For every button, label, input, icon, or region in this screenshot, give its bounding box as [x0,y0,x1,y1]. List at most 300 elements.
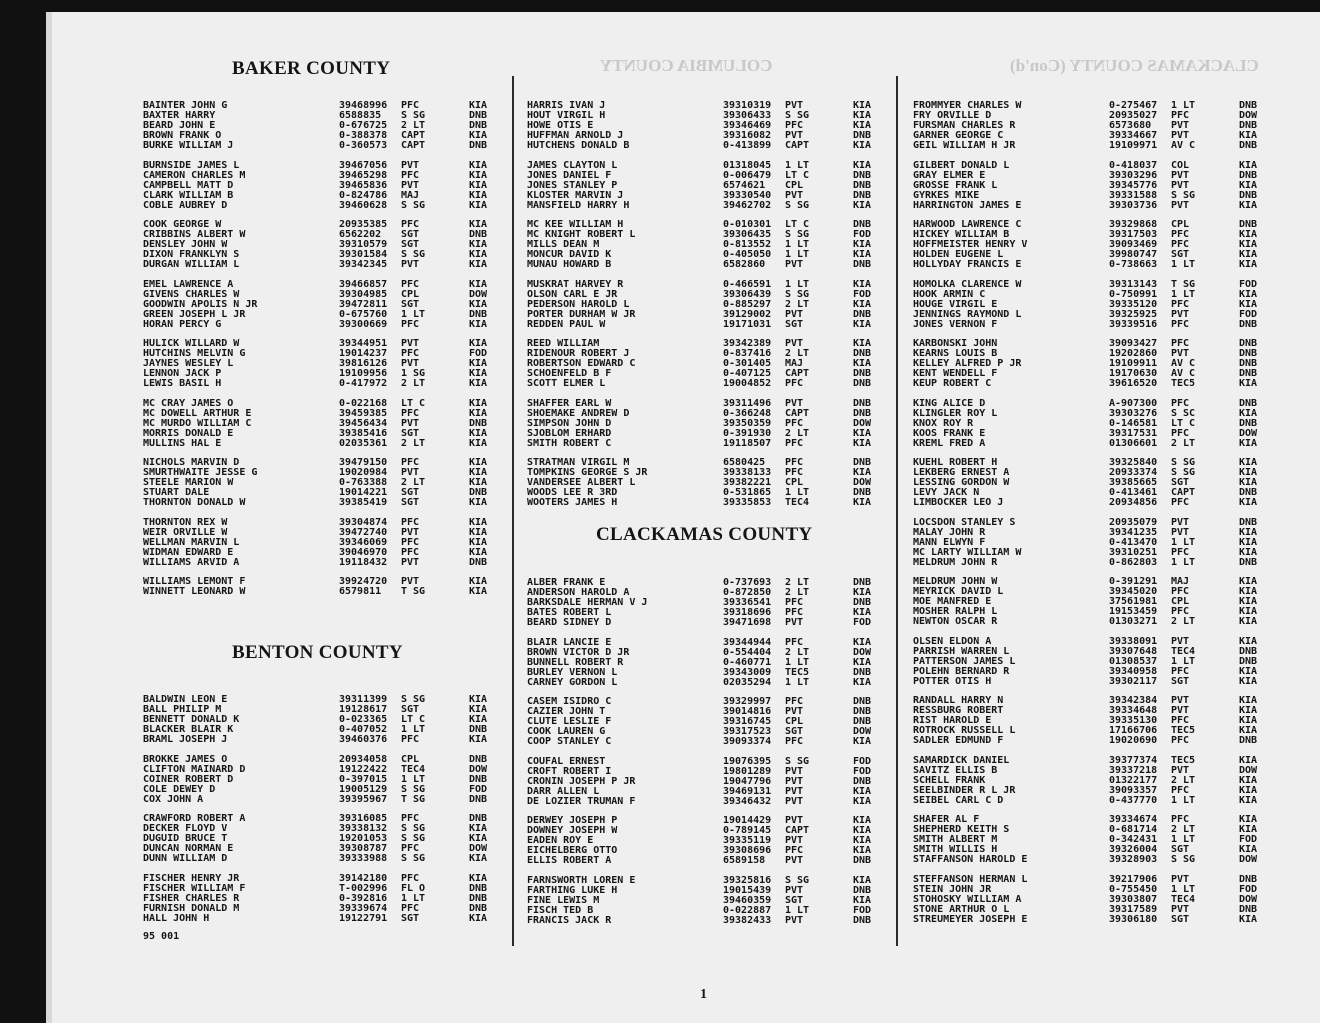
entry-serial: 6580425 [723,457,766,468]
column-rule-1 [512,76,514,946]
entry-name: ANDERSON HAROLD A [527,587,630,598]
entry-status: FOD [853,617,872,628]
entry-serial: 39342384 [1109,695,1158,706]
entry-rank: PFC [785,457,804,468]
entry-status: DOW [1239,427,1258,439]
entry-status: KIA [853,140,872,151]
entry-rank: 1 LT [785,904,810,916]
entry-status: KIA [1239,606,1258,617]
entry-rank: 1 LT [1171,834,1196,845]
entry-status: KIA [469,833,488,844]
entry-name: HUTCHENS DONALD B [527,140,630,151]
entry-name: FISHER CHARLES R [143,892,240,904]
entry-serial: 20935385 [339,219,388,230]
entry-name: MC LARTY WILLIAM W [913,546,1022,558]
entry-rank: SGT [1171,675,1190,687]
entry-name: GILBERT DONALD L [913,159,1010,171]
entry-rank: PFC [785,607,804,618]
entry-rank: PVT [401,179,420,191]
entry-status: KIA [853,845,872,856]
entry-name: SHOEMAKE ANDREW D [527,407,630,419]
entry-status: KIA [469,239,488,250]
entry-rank: PFC [401,813,420,824]
entry-serial: 39462702 [723,199,772,211]
entry-serial: 19201053 [339,833,388,844]
entry-name: RIST HAROLD E [913,715,992,726]
entry-name: KENT WENDELL F [913,368,998,379]
entry-serial: 39340958 [1109,665,1158,677]
entry-status: KIA [469,586,488,597]
entry-rank: SGT [401,497,420,508]
entry-serial: 02035294 [723,676,772,688]
entry-status: DNB [1239,318,1258,330]
entry-status: KIA [853,159,872,171]
entry-rank: PVT [785,765,804,777]
entry-rank: SGT [401,298,420,310]
entry-name: KING ALICE D [913,397,986,409]
entry-status: KIA [853,874,872,886]
entry-status: KIA [469,407,488,419]
entry-status: KIA [469,130,488,141]
entry-serial: 39310319 [723,100,772,111]
entry-rank: PFC [401,457,420,468]
entry-status: KIA [1239,288,1258,300]
entry-status: KIA [1239,695,1258,706]
entry-serial: 39217906 [1109,873,1158,885]
entry-rank: PVT [1171,526,1190,538]
entry-status: KIA [1239,824,1258,835]
entry-status: KIA [853,785,872,797]
entry-serial: 39318696 [723,607,772,618]
entry-serial: 39346432 [723,795,772,807]
entry-name: HOWE OTIS E [527,120,594,131]
entry-status: DNB [469,308,488,320]
entry-status: KIA [469,823,488,834]
entry-name: STRATMAN VIRGIL M [527,457,630,468]
entry-name: HOUGE VIRGIL E [913,298,998,310]
entry-status: KIA [469,397,488,409]
entry-serial: 39317589 [1109,903,1158,915]
entry-status: KIA [469,516,488,528]
entry-name: BROWN FRANK O [143,130,222,141]
entry-serial: 39980747 [1109,249,1158,260]
entry-rank: CPL [785,716,804,727]
entry-rank: PVT [1171,308,1190,320]
entry-name: WOOTERS JAMES H [527,497,618,508]
entry-name: GARNER GEORGE C [913,130,1004,141]
entry-status: DOW [469,843,488,854]
entry-status: KIA [853,835,872,846]
entry-serial: 39341235 [1109,526,1158,538]
entry-rank: MAJ [401,189,420,201]
entry-name: THORNTON DONALD W [143,497,246,508]
entry-status: KIA [853,656,872,668]
entry-rank: PFC [1171,239,1190,250]
entry-name: GEIL WILLIAM H JR [913,140,1016,151]
entry-status: DNB [853,696,872,707]
entry-status: DNB [853,487,872,498]
entry-serial: 39325925 [1109,308,1158,320]
entry-name: LEVY JACK N [913,487,980,498]
entry-status: KIA [469,278,488,290]
entry-serial: 39316082 [723,130,772,141]
entry-status: DOW [1239,893,1258,905]
entry-name: KELLEY ALFRED P JR [913,358,1022,369]
entry-serial: 6573680 [1109,120,1152,131]
entry-serial: 19020984 [339,467,388,478]
entry-name: LIMBOCKER LEO J [913,497,1004,508]
entry-serial: 39334648 [1109,705,1158,716]
entry-status: DNB [1239,903,1258,915]
entry-name: HOUT VIRGIL H [527,110,606,121]
entry-serial: 39338132 [339,823,388,834]
entry-rank: S SG [401,823,426,834]
entry-serial: 39303736 [1109,199,1158,211]
scan-border-left [0,0,46,1023]
entry-rank: S SG [785,755,810,767]
entry-serial: 19014237 [339,348,388,359]
entry-serial: 39316085 [339,813,388,824]
entry-name: COOP STANLEY C [527,736,612,747]
entry-name: REED WILLIAM [527,338,600,349]
entry-name: WILLIAMS ARVID A [143,556,240,568]
entry-status: KIA [853,467,872,478]
entry-status: DNB [469,556,488,568]
entry-rank: PVT [1171,635,1190,647]
entry-rank: PVT [785,795,804,807]
entry-status: FOD [469,783,488,795]
entry-rank: 1 LT [785,239,810,250]
entry-status: DNB [469,882,488,894]
entry-name: SEELBINDER R L JR [913,784,1016,796]
entry-name: BARKSDALE HERMAN V J [527,597,648,608]
entry-status: KIA [1239,675,1258,687]
entry-rank: PFC [785,597,804,608]
entry-status: KIA [853,427,872,439]
entry-status: KIA [1239,774,1258,786]
entry-name: MANN ELWYN F [913,536,986,548]
entry-status: KIA [853,318,872,330]
entry-serial: 39325840 [1109,457,1158,468]
entry-status: DNB [1239,487,1258,498]
entry-rank: PVT [1171,903,1190,915]
entry-serial: 0-392816 [339,892,388,904]
entry-serial: 0-554404 [723,646,772,658]
entry-status: KIA [1239,407,1258,419]
entry-name: FARTHING LUKE H [527,884,618,896]
entry-name: FROMMYER CHARLES W [913,100,1022,111]
entry-name: MANSFIELD HARRY H [527,199,630,211]
entry-name: CLIFTON MAINARD D [143,763,246,775]
entry-name: KREML FRED A [913,437,986,449]
entry-rank: PVT [1171,120,1190,131]
entry-rank: 2 LT [401,120,426,131]
entry-rank: PFC [785,845,804,856]
entry-name: COOK GEORGE W [143,219,222,230]
entry-serial: 39307648 [1109,645,1158,657]
entry-serial: 0-750991 [1109,288,1158,300]
entry-rank: T SG [1171,278,1196,290]
entry-name: BROKKE JAMES O [143,753,228,765]
entry-serial: 19109911 [1109,358,1158,369]
entry-rank: S SG [785,229,810,240]
entry-status: KIA [469,298,488,310]
entry-serial: 19109971 [1109,140,1158,151]
entry-status: KIA [1239,705,1258,716]
entry-name: DIXON FRANKLYN S [143,249,240,260]
entry-serial: 39093469 [1109,239,1158,250]
entry-status: KIA [1239,665,1258,677]
entry-name: TOMPKINS GEORGE S JR [527,467,648,478]
entry-name: WIDMAN EDWARD E [143,546,234,558]
entry-status: KIA [469,437,488,449]
entry-serial: 0-417972 [339,378,388,389]
entry-serial: 39471698 [723,617,772,628]
entry-name: SAVITZ ELLIS B [913,764,998,776]
entry-rank: PVT [785,914,804,926]
entry-serial: 39337218 [1109,764,1158,776]
entry-status: KIA [469,853,488,864]
entry-rank: TEC4 [1171,893,1196,905]
entry-serial: 0-407125 [723,368,772,379]
entry-rank: 2 LT [785,348,810,359]
entry-serial: 39335120 [1109,298,1158,310]
entry-serial: 39334674 [1109,814,1158,825]
entry-status: KIA [1239,784,1258,796]
entry-rank: SGT [1171,249,1190,260]
entry-status: KIA [853,676,872,688]
entry-status: DNB [853,914,872,926]
entry-status: DNB [853,775,872,787]
entry-serial: 39382221 [723,477,772,488]
entry-name: CRAWFORD ROBERT A [143,813,246,824]
entry-rank: PFC [401,407,420,419]
entry-status: KIA [853,437,872,449]
entry-serial: 02035361 [339,437,388,449]
entry-name: BAINTER JOHN G [143,100,228,111]
entry-status: KIA [469,189,488,201]
bleed-through-heading-columbia: COLUMBIA COUNTY [600,56,773,75]
entry-status: DNB [469,417,488,429]
entry-rank: 1 LT [785,249,810,260]
entry-status: DNB [469,110,488,121]
entry-name: LEKBERG ERNEST A [913,467,1010,478]
entry-rank: SGT [401,704,420,715]
entry-name: WINNETT LEONARD W [143,586,246,597]
entry-serial: 0-407052 [339,724,388,735]
entry-serial: 39339674 [339,902,388,914]
entry-rank: PVT [401,338,420,349]
entry-status: DNB [1239,397,1258,409]
entry-serial: 39093357 [1109,784,1158,796]
entry-serial: 20933374 [1109,467,1158,478]
entry-name: STAFFANSON HAROLD E [913,854,1028,865]
entry-status: KIA [469,378,488,389]
entry-status: DNB [469,229,488,240]
entry-name: MELDRUM JOHN R [913,556,998,568]
entry-serial: 39345020 [1109,586,1158,597]
entry-status: DNB [1239,516,1258,528]
entry-name: HALL JOHN H [143,912,210,924]
entry-serial: 39306433 [723,110,772,121]
entry-serial: 0-010301 [723,219,772,230]
entry-name: PEDERSON HAROLD L [527,298,630,310]
entry-status: DNB [1239,645,1258,657]
entry-serial: 0-885297 [723,298,772,310]
entry-status: DNB [853,597,872,608]
entry-name: MILLS DEAN M [527,239,600,250]
entry-name: MUSKRAT HARVEY R [527,278,624,290]
entry-status: KIA [1239,576,1258,587]
entry-status: KIA [469,338,488,349]
entry-name: SCHELL FRANK [913,774,986,786]
entry-status: DNB [1239,655,1258,667]
entry-serial: 0-397015 [339,773,388,785]
entry-serial: 19014221 [339,487,388,498]
entry-name: REDDEN PAUL W [527,318,606,330]
entry-rank: 1 LT [785,159,810,171]
entry-serial: 39472811 [339,298,388,310]
entry-status: KIA [469,199,488,211]
entry-rank: PFC [785,467,804,478]
entry-serial: 17166706 [1109,725,1158,736]
entry-name: OLSEN ELDON A [913,635,992,647]
entry-name: DUNCAN NORMAN E [143,843,234,854]
entry-rank: S SG [1171,457,1196,468]
page-edge-shadow [46,12,52,1023]
entry-status: DOW [469,763,488,775]
entry-name: MALAY JOHN R [913,526,986,538]
entry-serial: 39345776 [1109,179,1158,191]
entry-status: KIA [469,912,488,924]
entry-rank: S SG [785,288,810,300]
entry-rank: PVT [1171,169,1190,181]
entry-rank: PFC [401,169,420,181]
entry-name: CARNEY GORDON L [527,676,618,688]
entry-serial: 01303271 [1109,616,1158,627]
entry-rank: 2 LT [1171,616,1196,627]
entry-serial: 39469131 [723,785,772,797]
entry-serial: 39129002 [723,308,772,320]
entry-serial: 39456434 [339,417,388,429]
entry-rank: PFC [1171,427,1190,439]
entry-name: ELLIS ROBERT A [527,855,612,866]
entry-name: RANDALL HARRY N [913,695,1004,706]
entry-rank: PVT [785,397,804,409]
entry-name: MC MURDO WILLIAM C [143,417,252,429]
entry-status: DNB [1239,358,1258,369]
entry-status: DNB [469,724,488,735]
entry-serial: 19171031 [723,318,772,330]
entry-rank: PFC [401,318,420,330]
entry-name: BAXTER HARRY [143,110,216,121]
entry-serial: 39301584 [339,249,388,260]
entry-status: DNB [853,407,872,419]
entry-serial: 39395967 [339,793,388,805]
entry-serial: 39093427 [1109,338,1158,349]
entry-serial: 0-022168 [339,397,388,409]
entry-rank: PVT [1171,516,1190,528]
entry-rank: TEC4 [785,497,810,508]
entry-status: FOD [469,348,488,359]
entry-name: FISCH TED B [527,904,594,916]
entry-serial: 0-388378 [339,130,388,141]
entry-rank: CAPT [401,140,426,151]
entry-rank: 1 SG [401,368,426,379]
entry-serial: 39311399 [339,694,388,705]
entry-serial: A-907300 [1109,397,1158,409]
entry-serial: 6582860 [723,259,766,270]
entry-status: DNB [469,902,488,914]
entry-status: KIA [469,872,488,884]
entry-serial: 39335119 [723,835,772,846]
entry-name: CROFT ROBERT I [527,765,612,777]
entry-rank: SGT [401,427,420,439]
entry-serial: 39325816 [723,874,772,886]
entry-serial: 39616520 [1109,378,1158,389]
entry-rank: S SG [401,249,426,260]
entry-rank: PFC [401,100,420,111]
entry-status: DNB [1239,100,1258,111]
entry-name: EMEL LAWRENCE A [143,278,234,290]
entry-status: KIA [469,249,488,260]
entry-rank: SGT [785,894,804,906]
entry-name: DOWNEY JOSEPH W [527,825,618,836]
entry-status: DNB [469,793,488,805]
entry-serial: 39460376 [339,734,388,745]
entry-serial: 39335130 [1109,715,1158,726]
entry-serial: 0-413899 [723,140,772,151]
entry-rank: SGT [785,726,804,737]
entry-name: HOOK ARMIN C [913,288,986,300]
entry-serial: 39467056 [339,159,388,171]
entry-serial: 0-824786 [339,189,388,201]
entry-status: DNB [1239,189,1258,201]
entry-serial: 6562202 [339,229,382,240]
entry-serial: 0-737693 [723,577,772,588]
entry-serial: 20935027 [1109,110,1158,121]
entry-rank: CPL [401,753,420,765]
entry-status: DNB [469,120,488,131]
entry-name: COOK LAUREN G [527,726,606,737]
entry-status: KIA [469,477,488,488]
entry-rank: PFC [401,536,420,548]
entry-name: WEIR ORVILLE W [143,526,228,538]
entry-status: KIA [1239,259,1258,270]
entry-name: STEFFANSON HERMAN L [913,873,1028,885]
entry-rank: PFC [401,219,420,230]
entry-name: MOSHER RALPH L [913,606,998,617]
entry-rank: PFC [401,902,420,914]
entry-serial: 39460359 [723,894,772,906]
entry-name: STEIN JOHN JR [913,883,992,895]
entry-status: KIA [853,100,872,111]
entry-rank: CAPT [785,407,810,419]
entry-name: HOLLYDAY FRANCIS E [913,259,1022,270]
entry-rank: 1 LT [785,676,810,688]
entry-status: DNB [853,397,872,409]
entry-rank: PVT [1171,705,1190,716]
entry-rank: 2 LT [785,298,810,310]
entry-rank: PVT [785,775,804,787]
entry-name: EICHELBERG OTTO [527,845,618,856]
entry-status: DNB [469,773,488,785]
entry-status: DNB [1239,417,1258,429]
entry-status: KIA [1239,199,1258,211]
entry-name: WELLMAN MARVIN L [143,536,240,548]
entry-serial: 39479150 [339,457,388,468]
entry-serial: 39385419 [339,497,388,508]
